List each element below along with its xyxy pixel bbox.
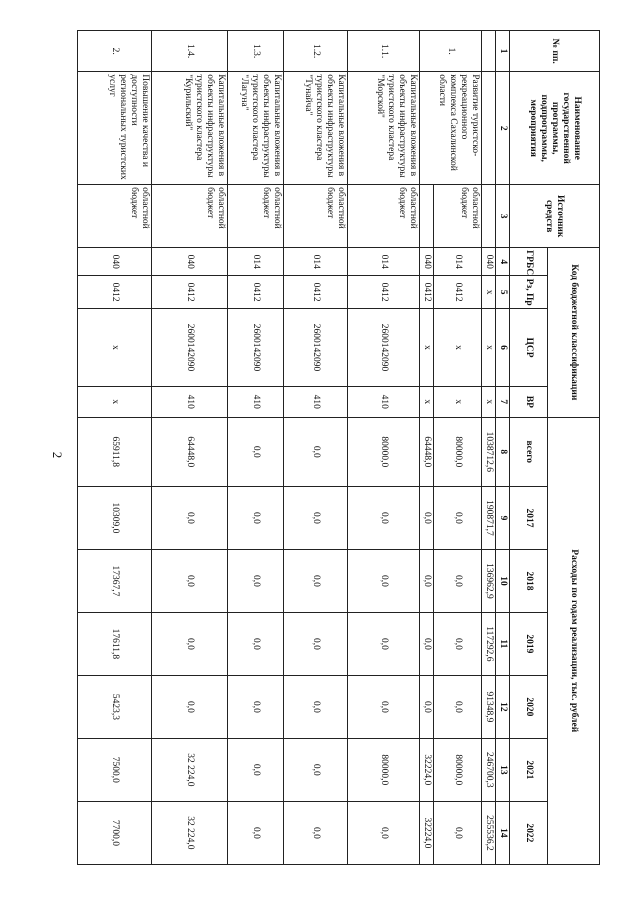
row-number: 1.1. <box>348 31 420 72</box>
col-number: 4 <box>496 248 510 276</box>
value-2020: 0,0 <box>420 675 434 738</box>
value-2019: 17611,8 <box>78 612 152 675</box>
value-2017: 0,0 <box>348 487 420 550</box>
row-source: областной бюджет <box>434 185 482 248</box>
value-2017: 0,0 <box>434 487 482 550</box>
value-2021: 32224,0 <box>420 738 434 801</box>
col-number: 13 <box>496 738 510 801</box>
rzpr-cell: 0412 <box>284 276 348 309</box>
col-number: 10 <box>496 549 510 612</box>
total-value: 80000,0 <box>348 417 420 486</box>
vr-cell: x <box>420 387 434 417</box>
table-row <box>284 31 348 865</box>
rzpr-cell: 0412 <box>228 276 284 309</box>
row-source: областной бюджет <box>284 185 348 248</box>
header-vr: ВР <box>510 387 548 417</box>
rzpr-cell: 0412 <box>434 276 482 309</box>
value-2017: 10309,0 <box>78 487 152 550</box>
rzpr-cell: 0412 <box>152 276 228 309</box>
value-2022: 32 224,0 <box>152 801 228 864</box>
total-value: 0,0 <box>228 417 284 486</box>
table-row <box>434 31 482 865</box>
total-value: 1038712,6 <box>482 417 496 486</box>
header-year-2022: 2022 <box>510 801 548 864</box>
row-number: 1.4. <box>152 31 228 72</box>
value-2020: 0,0 <box>434 675 482 738</box>
csr-cell: 2600142090 <box>284 308 348 386</box>
table-row <box>228 31 284 865</box>
header-grbs: ГРБС <box>510 248 548 276</box>
grbs-cell: 040 <box>482 248 496 276</box>
value-2019: 0,0 <box>434 612 482 675</box>
csr-cell: x <box>482 308 496 386</box>
value-2018: 0,0 <box>420 549 434 612</box>
vr-cell: 410 <box>228 387 284 417</box>
header-name: Наименование государственной программы, подпрограммы, мероприятия <box>510 72 600 185</box>
value-2021: 32 224,0 <box>152 738 228 801</box>
rzpr-cell: x <box>482 276 496 309</box>
header-expense-group: Расходы по годам реализации, тыс. рублей <box>548 417 600 864</box>
row-number: 1.3. <box>228 31 284 72</box>
value-2021: 80000,0 <box>434 738 482 801</box>
col-number: 3 <box>496 185 510 248</box>
summary-row <box>482 31 496 865</box>
value-2022: 0,0 <box>348 801 420 864</box>
csr-cell: x <box>78 308 152 386</box>
table-row <box>348 31 420 865</box>
header-year-2021: 2021 <box>510 738 548 801</box>
row-source-empty <box>420 185 434 248</box>
value-2018: 0,0 <box>348 549 420 612</box>
vr-cell: x <box>78 387 152 417</box>
value-2018: 17367,7 <box>78 549 152 612</box>
value-2021: 7500,0 <box>78 738 152 801</box>
grbs-cell: 040 <box>152 248 228 276</box>
value-2018: 0,0 <box>434 549 482 612</box>
row-name: Капитальные вложения в объекты инфраструктуры туристского кластера "Лагуна" <box>228 72 284 185</box>
grbs-cell: 040 <box>420 248 434 276</box>
csr-cell: 2600142090 <box>348 308 420 386</box>
value-2021: 0,0 <box>284 738 348 801</box>
grbs-cell: 040 <box>78 248 152 276</box>
header-year-2019: 2019 <box>510 612 548 675</box>
value-2019: 0,0 <box>228 612 284 675</box>
value-2020: 0,0 <box>284 675 348 738</box>
row-source: областной бюджет <box>228 185 284 248</box>
value-2020: 0,0 <box>348 675 420 738</box>
csr-cell: 2600142090 <box>228 308 284 386</box>
csr-cell: x <box>434 308 482 386</box>
value-2019: 0,0 <box>348 612 420 675</box>
col-number: 7 <box>496 387 510 417</box>
grbs-cell: 014 <box>348 248 420 276</box>
column-number-row <box>496 31 510 865</box>
value-2020: 0,0 <box>228 675 284 738</box>
value-2018: 136962,9 <box>482 549 496 612</box>
value-2022: 32224,0 <box>420 801 434 864</box>
csr-cell: x <box>420 308 434 386</box>
rzpr-cell: 0412 <box>348 276 420 309</box>
vr-cell: 410 <box>284 387 348 417</box>
vr-cell: x <box>482 387 496 417</box>
col-number: 1 <box>496 31 510 72</box>
row-source: областной бюджет <box>78 185 152 248</box>
row-name: Капитальные вложения в объекты инфраструктуры туристского кластера "Морской" <box>348 72 420 185</box>
total-value: 64448,0 <box>152 417 228 486</box>
header-csr: ЦСР <box>510 308 548 386</box>
value-2021: 0,0 <box>228 738 284 801</box>
col-number: 8 <box>496 417 510 486</box>
row-name: Развитие туристско-рекреационного комплекса Сахалинской области <box>420 72 482 185</box>
grbs-cell: 014 <box>228 248 284 276</box>
row-number: 1. <box>420 31 482 72</box>
grbs-cell: 014 <box>434 248 482 276</box>
value-2022: 0,0 <box>228 801 284 864</box>
total-value: 80000,0 <box>434 417 482 486</box>
vr-cell: 410 <box>152 387 228 417</box>
budget-table <box>77 30 600 865</box>
value-2022: 0,0 <box>434 801 482 864</box>
row-name: Капитальные вложения в объекты инфраструктуры туристского кластера "Курильский" <box>152 72 228 185</box>
value-2020: 5423,3 <box>78 675 152 738</box>
table-row <box>78 31 152 865</box>
value-2019: 117292,6 <box>482 612 496 675</box>
col-number: 12 <box>496 675 510 738</box>
summary-source-cell <box>482 185 496 248</box>
value-2017: 0,0 <box>228 487 284 550</box>
row-source: областной бюджет <box>152 185 228 248</box>
value-2020: 91348,9 <box>482 675 496 738</box>
col-number: 14 <box>496 801 510 864</box>
rzpr-cell: 0412 <box>420 276 434 309</box>
value-2022: 255536,2 <box>482 801 496 864</box>
value-2017: 0,0 <box>284 487 348 550</box>
col-number: 5 <box>496 276 510 309</box>
col-number: 11 <box>496 612 510 675</box>
col-number: 9 <box>496 487 510 550</box>
summary-name-cell <box>482 72 496 185</box>
vr-cell: 410 <box>348 387 420 417</box>
rotated-page <box>79 30 600 865</box>
page-number: 2 <box>50 451 65 459</box>
value-2022: 0,0 <box>284 801 348 864</box>
value-2020: 0,0 <box>152 675 228 738</box>
header-total: всего <box>510 417 548 486</box>
total-value: 64448,0 <box>420 417 434 486</box>
header-code-group: Код бюджетной классификации <box>548 248 600 417</box>
csr-cell: 2600142090 <box>152 308 228 386</box>
header-source: Источник средств <box>510 185 600 248</box>
value-2018: 0,0 <box>152 549 228 612</box>
header-year-2020: 2020 <box>510 675 548 738</box>
value-2022: 7700,0 <box>78 801 152 864</box>
value-2017: 0,0 <box>420 487 434 550</box>
col-number: 6 <box>496 308 510 386</box>
rzpr-cell: 0412 <box>78 276 152 309</box>
row-name: Повышение качества и доступности региональных туристских услуг <box>78 72 152 185</box>
total-value: 65911,8 <box>78 417 152 486</box>
value-2018: 0,0 <box>228 549 284 612</box>
row-name: Капитальные вложения в объекты инфраструктуры туристского кластера "Тунайча" <box>284 72 348 185</box>
header-rzpr: Рз, Пр <box>510 276 548 309</box>
summary-num-cell <box>482 31 496 72</box>
header-year-2017: 2017 <box>510 487 548 550</box>
value-2019: 0,0 <box>284 612 348 675</box>
header-year-2018: 2018 <box>510 549 548 612</box>
row-number: 2. <box>78 31 152 72</box>
vr-cell: x <box>434 387 482 417</box>
row-number: 1.2. <box>284 31 348 72</box>
col-number: 2 <box>496 72 510 185</box>
value-2017: 190871,7 <box>482 487 496 550</box>
grbs-cell: 014 <box>284 248 348 276</box>
header-num: № пп. <box>510 31 600 72</box>
value-2018: 0,0 <box>284 549 348 612</box>
total-value: 0,0 <box>284 417 348 486</box>
value-2021: 80000,0 <box>348 738 420 801</box>
value-2019: 0,0 <box>152 612 228 675</box>
table-row <box>152 31 228 865</box>
value-2019: 0,0 <box>420 612 434 675</box>
row-source: областной бюджет <box>348 185 420 248</box>
value-2021: 246700,3 <box>482 738 496 801</box>
value-2017: 0,0 <box>152 487 228 550</box>
